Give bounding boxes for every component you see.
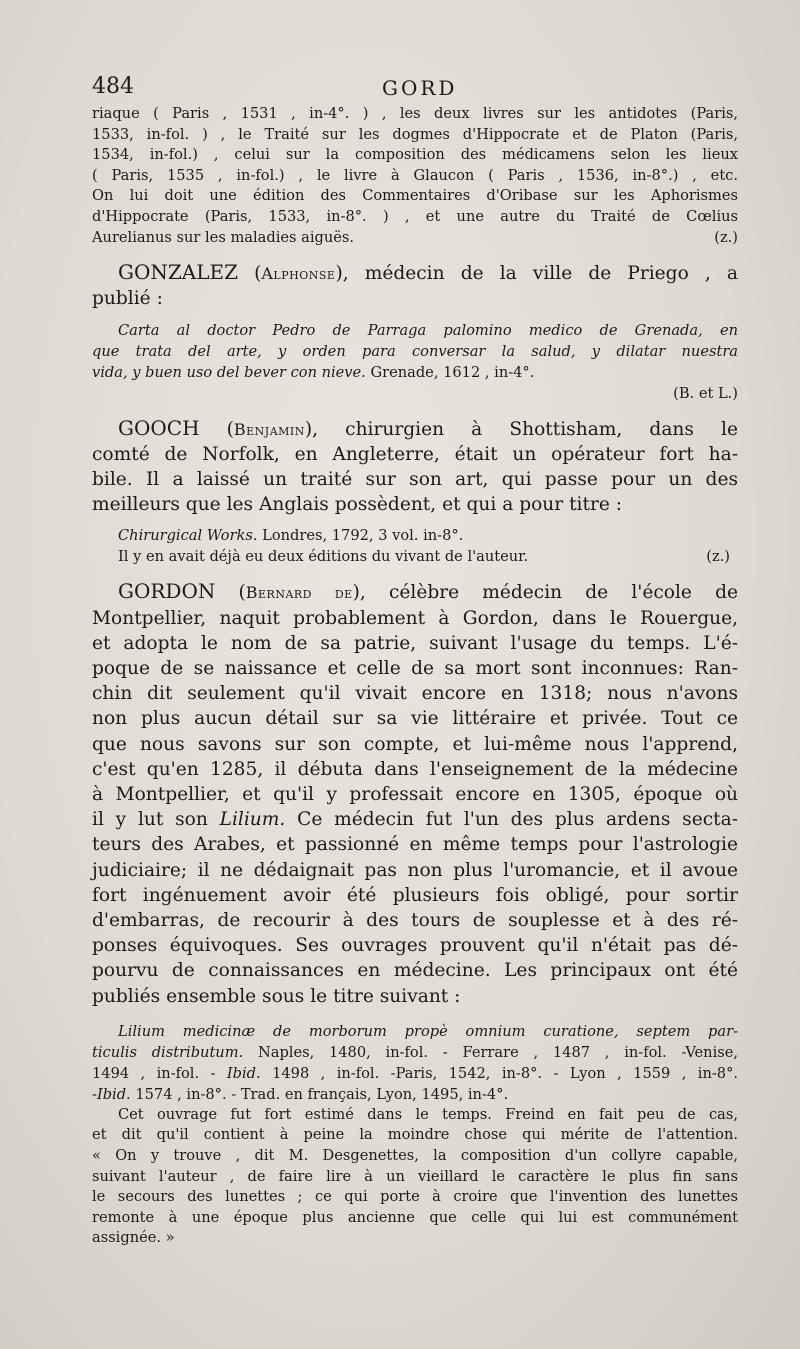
work-imprint: Grenade, 1612 , in-4°.: [370, 363, 535, 381]
entry-gordon: [92, 579, 738, 1008]
ibid: Ibid.: [226, 1064, 261, 1082]
commentary-paragraph: [92, 1105, 738, 1249]
entry-name: GORDON: [118, 579, 216, 604]
text-line: bile. Il a laissé un traité sur son art, qui passe pour un des: [92, 468, 738, 490]
text-line: d'Hippocrate (Paris, 1533, in-8°. ) , et une autre du Traité de Cœlius: [92, 207, 738, 225]
work-note: Il y en avait déjà eu deux éditions du vivant de l'auteur.: [118, 548, 529, 566]
text-line: poque de se naissance et celle de sa mort sont inconnues: Ran-: [92, 657, 738, 679]
text-line: c'est qu'en 1285, il débuta dans l'enseignement de la médecine: [92, 758, 738, 780]
text-line: On lui doit une édition des Commentaires d'Oribase sur les Aphorismes: [92, 187, 738, 205]
running-head: GORD: [382, 76, 458, 100]
text-line: non plus aucun détail sur sa vie littéraire et privée. Tout ce: [92, 708, 738, 730]
text-line: [118, 525, 738, 546]
text-line: à Montpellier, et qu'il y professait encore en 1305, époque où: [92, 784, 738, 805]
work-title: Carta al doctor Pedro de Parraga palomino medico de Grenada, en: [118, 321, 738, 339]
text-line: ( Paris, 1535 , in-fol.) , le livre à Glaucon ( Paris , 1536, in-8°.) , etc.: [92, 166, 738, 184]
entry-firstname: Alphonse: [261, 264, 336, 284]
work-imprint: -: [92, 1085, 97, 1103]
text-line: remonte à une époque plus ancienne que celle qui lui est communément: [92, 1208, 738, 1226]
work-imprint: Londres, 1792, 3 vol. in-8°.: [262, 527, 464, 545]
intro-paragraph: [92, 104, 738, 248]
work-title: que trata del arte, y orden para conversar la salud, y dilatar nuestra: [92, 342, 738, 360]
text-line: d'embarras, de recourir à des tours de souplesse et à des ré-: [92, 910, 738, 932]
work-imprint: 1498 , in-fol. -Paris, 1542, in-8°. - Lyon , 1559 , in-8°.: [272, 1064, 739, 1082]
text-line: Cet ouvrage fut fort estimé dans le temps. Freind en fait peu de cas,: [118, 1105, 738, 1123]
source-siglum: (z.): [714, 228, 738, 246]
work-citation: [92, 320, 738, 404]
text-line: suivant l'auteur , de faire lire à un vieillard le caractère le plus fin sans: [92, 1167, 738, 1185]
entry-heading-rest: ), médecin de la ville de Priego , a: [335, 263, 738, 285]
page-header: [92, 70, 738, 104]
text-line: [92, 1084, 738, 1105]
work-citation: [92, 1021, 738, 1105]
text-line: meilleurs que les Anglais possèdent, et qui a pour titre :: [92, 494, 623, 516]
text-line: fort ingénuement avoir été plusieurs fois obligé, pour sortir: [92, 884, 738, 906]
text-line: teurs des Arabes, et passionné en même temps pour l'astrologie: [92, 834, 738, 856]
work-imprint: 1494 , in-fol. -: [92, 1064, 216, 1082]
entry-name: GONZALEZ: [118, 260, 238, 285]
source-siglum: (B. et L.): [673, 384, 738, 402]
entry-gooch: [92, 416, 738, 518]
entry-heading-rest: ), chirurgien à Shottisham, dans le: [304, 418, 738, 440]
text-line: publié :: [92, 288, 163, 310]
entry-heading-line: GONZALEZ (Alphonse), médecin de la ville de Priego , a: [118, 260, 738, 285]
entry-heading-rest: ), célèbre médecin de l'école de: [352, 582, 738, 604]
text-line: [118, 1021, 738, 1042]
text-line: publiés ensemble sous le titre suivant :: [92, 985, 461, 1007]
work-imprint: Naples, 1480, in-fol. - Ferrare , 1487 , in-fol. -Venise,: [257, 1043, 739, 1061]
text-line: [92, 807, 738, 832]
text-line: 1534, in-fol.) , celui sur la composition des médicamens selon les lieux: [92, 146, 738, 164]
text-line: judiciaire; il ne dédaignait pas non plus l'uromancie, et il avoue: [92, 859, 738, 881]
text-line: riaque ( Paris , 1531 , in-4°. ) , les deux livres sur les antidotes (Paris,: [92, 105, 738, 122]
work-title: Lilium medicinæ de morborum propè omnium curatione, septem par-: [118, 1022, 738, 1040]
text-line: [118, 320, 738, 341]
text-line: [92, 228, 738, 249]
text-line: [118, 546, 738, 567]
text-line: pourvu de connaissances en médecine. Les principaux ont été: [92, 960, 738, 982]
entry-firstname: Benjamin: [233, 419, 305, 439]
text-line: [92, 1042, 738, 1063]
text-line: [92, 1063, 738, 1084]
page-number: 484: [92, 74, 134, 99]
work-title: Lilium.: [219, 809, 286, 831]
entry-firstname: Bernard de: [245, 583, 353, 603]
text-line-content: Aurelianus sur les maladies aiguës.: [92, 228, 355, 246]
text-fragment: Ce médecin fut l'un des plus ardens secta-: [297, 809, 738, 831]
work-imprint: 1574 , in-8°. - Trad. en français, Lyon, 1495, in-4°.: [135, 1085, 509, 1103]
text-line: comté de Norfolk, en Angleterre, était un opérateur fort ha-: [92, 443, 738, 465]
text-line: et adopta le nom de sa patrie, suivant l'usage du temps. L'é-: [92, 632, 738, 654]
entry-gonzalez: [92, 260, 738, 311]
text-line: et dit qu'il contient à peine la moindre chose qui mérite de l'attention.: [92, 1126, 738, 1144]
text-line: que nous savons sur son compte, et lui-même nous l'apprend,: [92, 733, 738, 755]
text-line: assignée. »: [92, 1229, 175, 1247]
work-title: Chirurgical Works.: [118, 527, 258, 545]
text-line: 1533, in-fol. ) , le Traité sur les dogmes d'Hippocrate et de Platon (Paris,: [92, 125, 738, 143]
text-line: Montpellier, naquit probablement à Gordon, dans le Rouergue,: [92, 607, 738, 629]
text-line: « On y trouve , dit M. Desgenettes, la composition d'un collyre capable,: [92, 1147, 738, 1165]
ibid: Ibid.: [96, 1085, 131, 1103]
entry-heading-line: GOOCH (Benjamin), chirurgien à Shottisham, dans le: [118, 415, 738, 440]
work-title: vida, y buen uso del bever con nieve.: [92, 363, 366, 381]
text-line: ponses équivoques. Ses ouvrages prouvent qu'il n'était pas dé-: [92, 935, 738, 957]
text-line: [92, 362, 738, 383]
text-line: [92, 341, 738, 362]
entry-heading-line: GORDON (Bernard de), célèbre médecin de l'école de: [118, 579, 738, 604]
work-citation: [92, 525, 738, 567]
text-line: le secours des lunettes ; ce qui porte à croire que l'invention des lunettes: [92, 1188, 738, 1206]
text-line: chin dit seulement qu'il vivait encore en 1318; nous n'avons: [92, 683, 738, 705]
text-line: [118, 383, 738, 404]
entry-name: GOOCH: [118, 415, 200, 440]
text-fragment: il y lut son: [92, 809, 208, 831]
source-siglum: (z.): [706, 548, 730, 566]
work-title: ticulis distributum.: [92, 1043, 244, 1061]
